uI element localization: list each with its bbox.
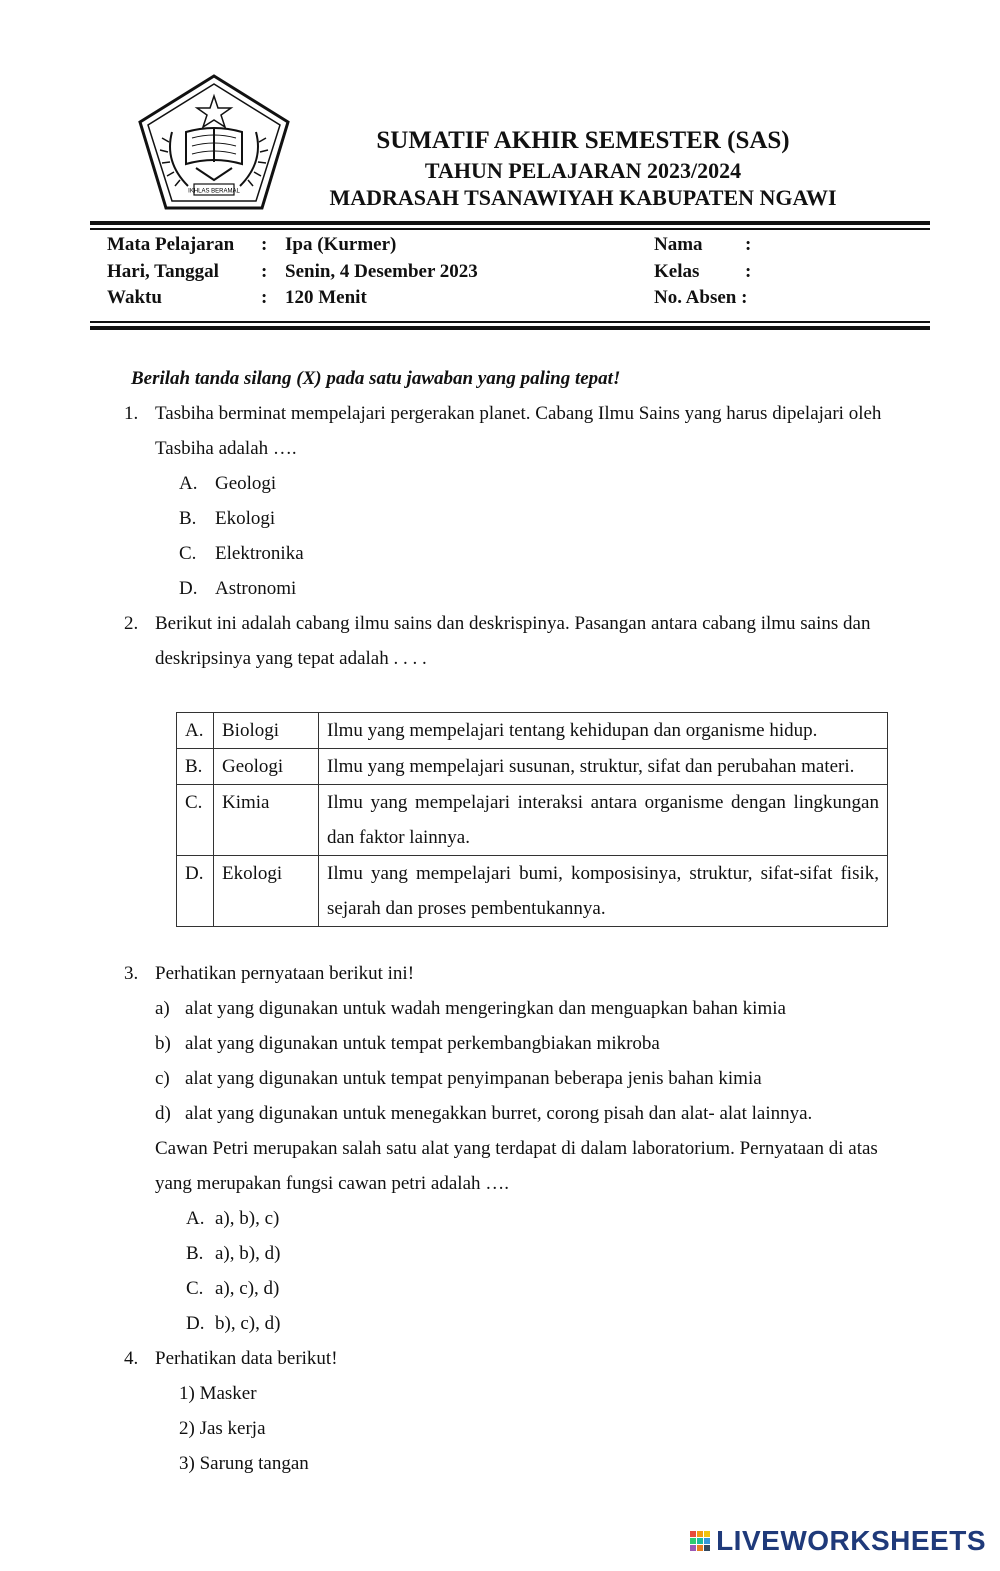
table-cell-desc: Ilmu yang mempelajari interaksi antara organisme dengan lingkungan dan faktor lainnya. [319,785,888,856]
table-row[interactable] [177,785,888,856]
star-icon [197,96,231,127]
info-value-date: Senin, 4 Desember 2023 [285,261,478,282]
table-cell-desc: Ilmu yang mempelajari bumi, komposisinya, struktur, sifat-sifat fisik, sejarah dan proses pembentukannya. [319,856,888,927]
option-letter[interactable]: C. [179,543,197,564]
info-label-subject: Mata Pelajaran [107,234,235,255]
option-text[interactable]: Geologi [215,473,277,494]
option-text[interactable]: Astronomi [215,578,297,599]
info-label-date: Hari, Tanggal [107,261,219,282]
table-cell-branch: Ekologi [214,856,319,927]
question-number: 1. [124,403,139,424]
liveworksheets-brand [690,1525,986,1557]
table-row[interactable] [177,713,888,749]
info-colon: : [261,287,268,308]
option-text[interactable]: b), c), d) [215,1313,281,1334]
list-item: 3) Sarung tangan [179,1453,309,1474]
info-label-name: Nama [654,234,703,255]
option-text[interactable]: Elektronika [215,543,304,564]
header-divider [90,228,930,230]
table-row[interactable] [177,856,888,927]
question-3-text: Cawan Petri merupakan salah satu alat yang terdapat di dalam laboratorium. Pernyataan di atas [155,1138,878,1159]
brand-text: LIVEWORKSHEETS [716,1525,986,1556]
statement-text: alat yang digunakan untuk wadah mengeringkan dan menguapkan bahan kimia [185,998,786,1019]
info-divider [90,326,930,330]
statement-letter: d) [155,1103,171,1124]
liveworksheets-icon [690,1531,710,1551]
question-1-text: Tasbiha berminat mempelajari pergerakan planet. Cabang Ilmu Sains yang harus dipelajari oleh [155,403,882,424]
table-cell-branch: Geologi [214,749,319,785]
question-2-text: Berikut ini adalah cabang ilmu sains dan deskrispinya. Pasangan antara cabang ilmu sains dan [155,613,871,634]
question-2-text: deskripsinya yang tepat adalah . . . . [155,648,427,669]
statement-letter: c) [155,1068,170,1089]
info-label-time: Waktu [107,287,162,308]
option-text[interactable]: Ekologi [215,508,276,529]
table-cell-letter: B. [177,749,214,785]
question-1-text: Tasbiha adalah …. [155,438,297,459]
info-colon: : [745,234,752,255]
school-name: MADRASAH TSANAWIYAH KABUPATEN NGAWI [329,185,837,210]
info-colon: : [261,234,268,255]
option-letter[interactable]: D. [186,1313,205,1334]
question-3-text: yang merupakan fungsi cawan petri adalah …. [155,1173,510,1194]
option-letter[interactable]: B. [186,1243,204,1264]
option-text[interactable]: a), b), d) [215,1243,281,1264]
table-cell-letter: C. [177,785,214,856]
statement-text: alat yang digunakan untuk menegakkan burret, corong pisah dan alat- alat lainnya. [185,1103,813,1124]
table-cell-desc: Ilmu yang mempelajari tentang kehidupan dan organisme hidup. [319,713,888,749]
exam-title: SUMATIF AKHIR SEMESTER (SAS) [376,127,790,154]
option-letter[interactable]: C. [186,1278,204,1299]
table-cell-branch: Biologi [214,713,319,749]
header-divider [90,221,930,225]
instruction: Berilah tanda silang (X) pada satu jawaban yang paling tepat! [131,368,621,389]
info-value-subject: Ipa (Kurmer) [285,234,397,255]
option-letter[interactable]: D. [179,578,198,599]
info-label-absen: No. Absen : [654,287,748,308]
question-3-intro: Perhatikan pernyataan berikut ini! [155,963,415,984]
kemenag-logo [136,72,292,212]
answer-table [176,712,888,927]
question-number: 2. [124,613,139,634]
question-number: 3. [124,963,139,984]
question-4-intro: Perhatikan data berikut! [155,1348,338,1369]
info-colon: : [261,261,268,282]
svg-text:IKHLAS BERAMAL: IKHLAS BERAMAL [188,188,240,195]
list-item: 2) Jas kerja [179,1418,266,1439]
table-cell-desc: Ilmu yang mempelajari susunan, struktur, sifat dan perubahan materi. [319,749,888,785]
option-letter[interactable]: B. [179,508,197,529]
option-text[interactable]: a), c), d) [215,1278,280,1299]
info-divider [90,321,930,323]
question-number: 4. [124,1348,139,1369]
statement-text: alat yang digunakan untuk tempat penyimpanan beberapa jenis bahan kimia [185,1068,762,1089]
statement-text: alat yang digunakan untuk tempat perkembangbiakan mikroba [185,1033,660,1054]
list-item: 1) Masker [179,1383,257,1404]
option-text[interactable]: a), b), c) [215,1208,280,1229]
info-value-time: 120 Menit [285,287,367,308]
option-letter[interactable]: A. [186,1208,205,1229]
table-cell-letter: D. [177,856,214,927]
info-label-class: Kelas [654,261,700,282]
info-colon: : [745,261,752,282]
table-cell-branch: Kimia [214,785,319,856]
table-row[interactable] [177,749,888,785]
statement-letter: a) [155,998,170,1019]
academic-year: TAHUN PELAJARAN 2023/2024 [424,158,742,183]
statement-letter: b) [155,1033,171,1054]
table-cell-letter: A. [177,713,214,749]
option-letter[interactable]: A. [179,473,198,494]
